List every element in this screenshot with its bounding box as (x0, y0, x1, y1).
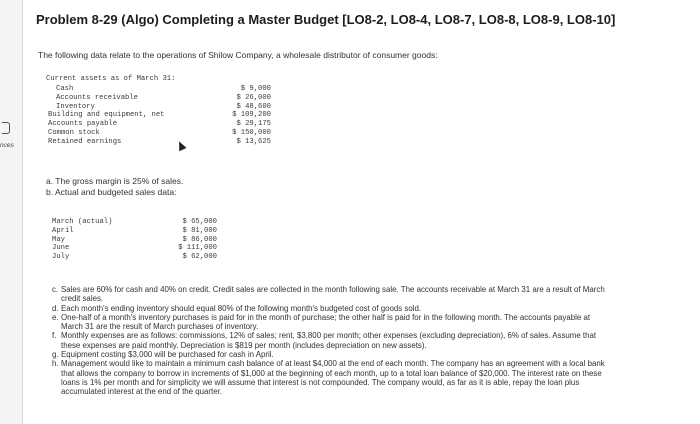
item-a: a. The gross margin is 25% of sales. (46, 176, 184, 186)
sales-value: $ 65,000 (182, 218, 217, 226)
note-h (52, 359, 612, 396)
table-row (46, 94, 276, 103)
side-panel-edge (0, 0, 23, 424)
row-label: Retained earnings (48, 137, 122, 146)
row-label: Cash (56, 85, 74, 93)
note-text: Each month's ending inventory should equal 80% of the following month's budgeted cost of goods sold. (61, 303, 422, 313)
note-text: Equipment costing $3,000 will be purchased for cash in April. (61, 350, 274, 360)
table-row (46, 129, 276, 138)
row-value: $ 29,175 (236, 120, 271, 129)
problem-intro: The following data relate to the operations of Shilow Company, a wholesale distributor of consumer goods: (38, 50, 438, 60)
row-value: $ 13,625 (236, 137, 271, 146)
note-marker: c. (52, 285, 59, 294)
note-text: Monthly expenses are as follows: commissions, 12% of sales; rent, $3,800 per month; other expenses (excluding depreciation), 6% of sales. Assume that these expenses are paid monthly. Depreciation is $819 per month (includes depreciation on new assets). (61, 331, 597, 350)
row-value: $ 150,000 (232, 128, 271, 137)
note-text: Management would like to maintain a minimum cash balance of at least $4,000 at the end of each month. The company has an agreement with a local bank that allows the company to borrow in increments of $1,000 at the beginning of each month, up to a total loan balance of $20,000. The interest rate on these loans is 1% per month and for simplicity we will assume that interest is not compounded. The company would, as far as it is able, repay the loan plus accumulated interest at the end of the quarter. (61, 359, 605, 397)
row-label: Accounts payable (48, 120, 118, 129)
row-label: Common stock (48, 128, 100, 137)
note-text: Sales are 60% for cash and 40% on credit. Credit sales are collected in the month following sale. The accounts receivable at March 31 are a result of March credit sales. (61, 285, 605, 304)
month-label: May (52, 235, 65, 244)
sales-value: $ 62,000 (182, 253, 217, 262)
row-value: $ 9,000 (240, 85, 271, 93)
problem-title: Problem 8-29 (Algo) Completing a Master Budget [LO8-2, LO8-4, LO8-7, LO8-8, LO8-9, LO8-10] (36, 12, 616, 27)
table-row (52, 244, 222, 253)
collapse-bracket-icon[interactable] (2, 122, 10, 134)
table-row (52, 218, 222, 227)
table-row (46, 111, 276, 120)
table-row (46, 103, 276, 112)
row-value: $ 26,000 (236, 93, 271, 102)
row-value: $ 48,600 (236, 102, 271, 111)
table-row (46, 138, 276, 147)
row-label: Building and equipment, net (48, 111, 165, 120)
table-row (46, 85, 276, 94)
note-d (52, 304, 612, 313)
items-a-b (46, 176, 183, 198)
note-marker: f. (52, 331, 57, 341)
note-c (52, 285, 612, 304)
table-row (52, 236, 222, 245)
month-label: July (52, 253, 70, 262)
note-marker: d. (52, 303, 59, 313)
sales-value: $ 86,000 (182, 235, 217, 244)
row-label: Accounts receivable (56, 93, 138, 102)
sales-value: $ 111,000 (178, 244, 217, 253)
note-marker: e. (52, 312, 59, 322)
row-label: Inventory (56, 102, 95, 111)
note-e (52, 313, 612, 332)
assumption-notes (52, 285, 612, 397)
month-label: March (actual) (52, 218, 113, 226)
side-panel-fragment: nces (0, 142, 14, 149)
table-row (52, 227, 222, 236)
item-b: b. Actual and budgeted sales data: (46, 187, 177, 197)
sales-value: $ 81,000 (182, 226, 217, 235)
note-marker: g. (52, 350, 59, 360)
table-row (52, 253, 222, 262)
table-row (46, 120, 276, 129)
note-marker: h. (52, 359, 59, 369)
month-label: June (52, 244, 70, 253)
current-assets-heading: Current assets as of March 31: (46, 75, 176, 83)
month-label: April (52, 226, 74, 235)
note-g (52, 350, 612, 359)
note-text: One-half of a month's inventory purchases is paid for in the month of purchase; the other half is paid for in the following month. The accounts payable at March 31 are the result of March purchases of inventory. (61, 312, 591, 332)
current-assets-table (46, 75, 276, 147)
note-f (52, 331, 612, 350)
row-value: $ 109,200 (232, 111, 271, 120)
sales-data-table (52, 218, 222, 262)
